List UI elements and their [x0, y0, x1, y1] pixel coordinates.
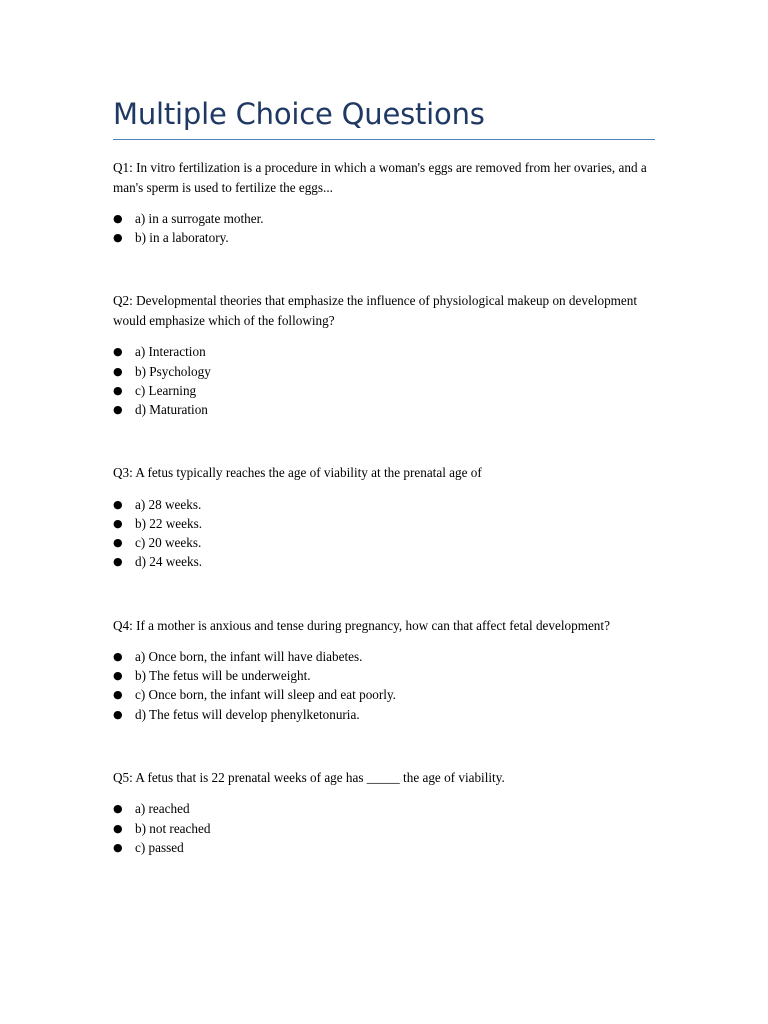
question-text: Q5: A fetus that is 22 prenatal weeks of age has _____ the age of viability.: [113, 769, 505, 785]
question-4: [113, 616, 655, 724]
option-label: a) Once born, the infant will have diabetes.: [135, 649, 363, 665]
bullet-icon: ●: [113, 840, 123, 854]
option-label: b) 22 weeks.: [135, 515, 203, 531]
option-item: [113, 381, 655, 400]
option-item: [113, 819, 655, 838]
option-list: [113, 342, 655, 419]
option-label: b) in a laboratory.: [135, 230, 229, 246]
bullet-icon: ●: [113, 516, 123, 530]
option-label: c) 20 weeks.: [135, 535, 202, 551]
bullet-icon: ●: [113, 650, 123, 664]
option-item: [113, 495, 655, 514]
option-label: d) The fetus will develop phenylketonuria.: [135, 706, 360, 722]
question-text: Q1: In vitro fertilization is a procedure in which a woman's eggs are removed from her ovaries, and a man's sperm is used to fertilize the eggs...: [113, 160, 647, 195]
option-label: c) Once born, the infant will sleep and eat poorly.: [135, 687, 396, 703]
question-1: [113, 158, 655, 247]
option-item: [113, 209, 655, 228]
option-item: [113, 228, 655, 247]
option-list: [113, 647, 655, 724]
option-item: [113, 685, 655, 704]
option-item: [113, 552, 655, 571]
bullet-icon: ●: [113, 345, 123, 359]
option-label: a) in a surrogate mother.: [135, 211, 264, 226]
bullet-icon: ●: [113, 802, 123, 816]
option-item: [113, 666, 655, 685]
bullet-icon: ●: [113, 497, 123, 511]
option-list: [113, 799, 655, 857]
question-text: Q2: Developmental theories that emphasize the influence of physiological makeup on development would emphasize which of the following?: [113, 293, 638, 328]
bullet-icon: ●: [113, 364, 123, 378]
bullet-icon: ●: [113, 555, 123, 569]
option-item: [113, 838, 655, 857]
option-list: [113, 495, 655, 572]
option-label: d) 24 weeks.: [135, 554, 203, 570]
bullet-icon: ●: [113, 383, 123, 397]
question-text: Q4: If a mother is anxious and tense during pregnancy, how can that affect fetal development?: [113, 617, 610, 633]
option-item: [113, 799, 655, 818]
option-list: [113, 209, 655, 247]
question-3: [113, 463, 655, 571]
option-label: a) Interaction: [135, 344, 206, 360]
option-item: [113, 342, 655, 361]
option-label: b) The fetus will be underweight.: [135, 668, 311, 684]
page-title: Multiple Choice Questions: [113, 97, 485, 131]
bullet-icon: ●: [113, 707, 123, 721]
bullet-icon: ●: [113, 403, 123, 417]
option-label: b) Psychology: [135, 363, 211, 379]
option-label: b) not reached: [135, 820, 211, 836]
bullet-icon: ●: [113, 669, 123, 683]
bullet-icon: ●: [113, 212, 123, 225]
option-label: a) reached: [135, 801, 190, 817]
option-item: [113, 705, 655, 724]
bullet-icon: ●: [113, 536, 123, 550]
bullet-icon: ●: [113, 688, 123, 702]
bullet-icon: ●: [113, 821, 123, 835]
bullet-icon: ●: [113, 231, 123, 245]
option-item: [113, 400, 655, 419]
question-text: Q3: A fetus typically reaches the age of viability at the prenatal age of: [113, 465, 482, 481]
question-5: [113, 768, 655, 857]
option-item: [113, 647, 655, 666]
option-item: [113, 533, 655, 552]
option-label: c) passed: [135, 839, 184, 855]
option-item: [113, 362, 655, 381]
option-item: [113, 514, 655, 533]
option-label: a) 28 weeks.: [135, 496, 202, 512]
question-2: [113, 291, 655, 419]
option-label: c) Learning: [135, 382, 197, 398]
title-divider: [113, 139, 655, 140]
option-label: d) Maturation: [135, 402, 208, 418]
document-page: [113, 94, 655, 857]
